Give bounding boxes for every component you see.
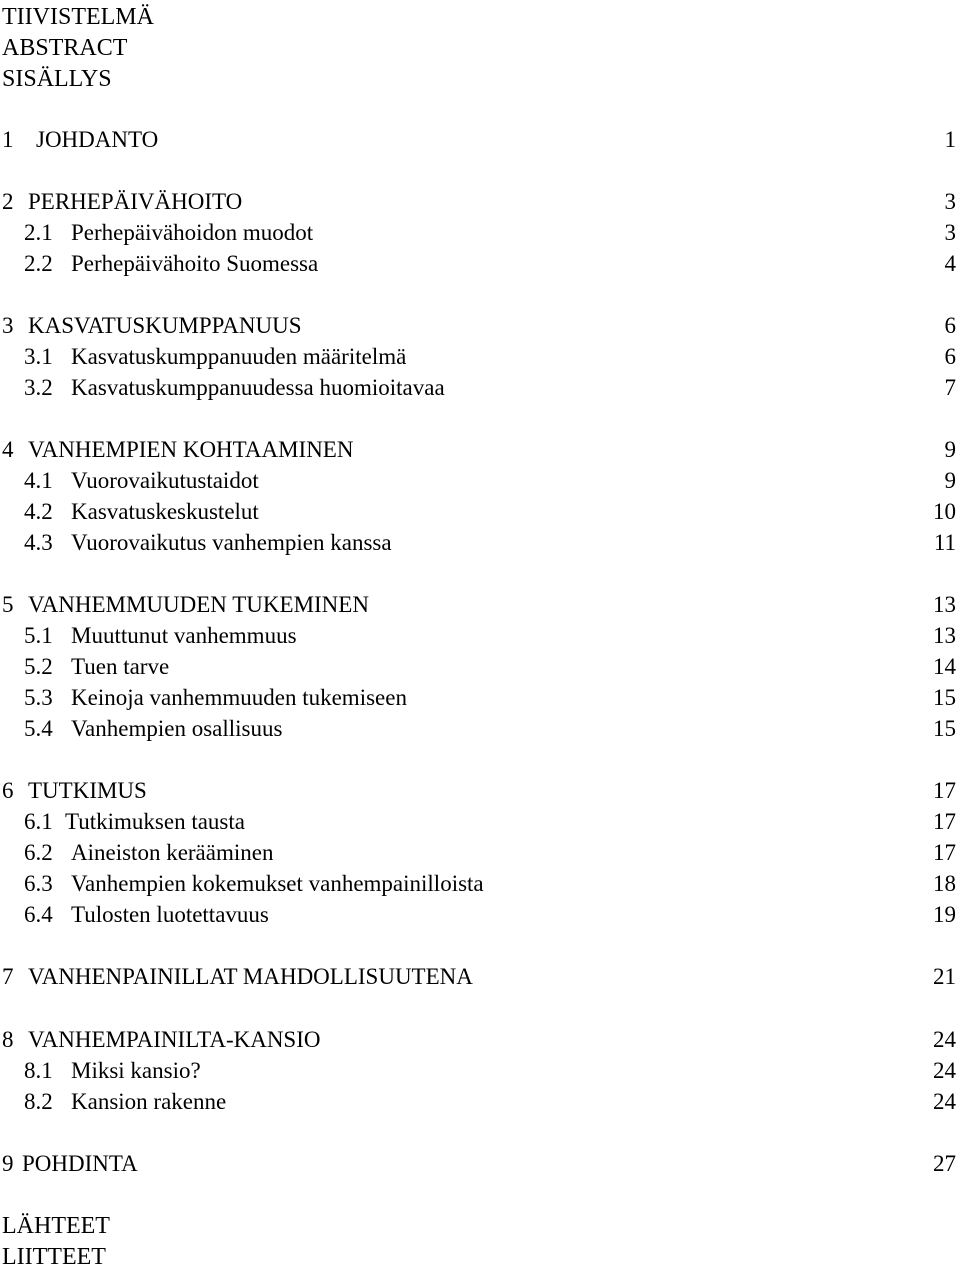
toc-entry-title: VANHEMPAINILTA-KANSIO [28, 1027, 321, 1052]
toc-entry [2, 373, 956, 403]
toc-entry-title: KASVATUSKUMPPANUUS [28, 313, 302, 338]
toc-entry-number: 6.1 [24, 809, 53, 834]
toc-entry-title: Tulosten luotettavuus [71, 902, 269, 927]
toc-entry-page: 13 [933, 592, 956, 617]
toc-entry-number: 4.3 [24, 530, 53, 555]
toc-entry-title: Muuttunut vanhemmuus [71, 623, 297, 648]
toc-entry-number: 6.3 [24, 871, 53, 896]
toc-entry-title: Vuorovaikutus vanhempien kanssa [71, 530, 392, 555]
toc-entry-number: 3.1 [24, 344, 53, 369]
toc-entry [2, 1056, 956, 1086]
toc-entry [2, 900, 956, 930]
toc-entry-page: 3 [944, 189, 956, 214]
toc-entry-page: 17 [933, 778, 956, 803]
toc-entry-page: 14 [933, 654, 956, 679]
toc-entry-number: 5.4 [24, 716, 53, 741]
toc-entry-title: TUTKIMUS [28, 778, 147, 803]
toc-entry-number: 1 [2, 127, 14, 152]
toc-entry [2, 125, 956, 155]
toc-heading-sisallys: SISÄLLYS [2, 66, 112, 92]
toc-entry-number: 2.2 [24, 251, 53, 276]
toc-entry-number: 8 [2, 1027, 14, 1052]
toc-entry-number: 7 [2, 964, 14, 989]
toc-entry-number: 6.4 [24, 902, 53, 927]
toc-entry-number: 4.1 [24, 468, 53, 493]
toc-entry-title: Tutkimuksen tausta [65, 809, 245, 834]
toc-entry-page: 15 [933, 716, 956, 741]
toc-entry [2, 1149, 956, 1179]
toc-entry-title: Kasvatuskumppanuuden määritelmä [71, 344, 407, 369]
toc-entry [2, 497, 956, 527]
toc-entry-page: 10 [933, 499, 956, 524]
toc-entry-title: Kansion rakenne [71, 1089, 227, 1114]
toc-entry [2, 652, 956, 682]
toc-entry-number: 6 [2, 778, 14, 803]
toc-entry [2, 311, 956, 341]
toc-entry-page: 18 [933, 871, 956, 896]
toc-entry-title: POHDINTA [22, 1151, 138, 1176]
toc-entry-number: 5.3 [24, 685, 53, 710]
toc-entry-title: JOHDANTO [36, 127, 159, 152]
toc-entry-title: Perhepäivähoidon muodot [71, 220, 314, 245]
toc-entry-page: 4 [944, 251, 956, 276]
toc-entry [2, 249, 956, 279]
toc-entry [2, 621, 956, 651]
toc-entry-page: 6 [944, 344, 956, 369]
toc-entry-page: 17 [933, 809, 956, 834]
toc-entry-number: 3 [2, 313, 14, 338]
toc-entry-title: Miksi kansio? [71, 1058, 201, 1083]
toc-entry-page: 1 [944, 127, 956, 152]
toc-entry [2, 590, 956, 620]
toc-entry-number: 3.2 [24, 375, 53, 400]
toc-entry [2, 838, 956, 868]
toc-entry-title: Keinoja vanhemmuuden tukemiseen [71, 685, 407, 710]
toc-entry-number: 9 [2, 1151, 14, 1176]
toc-entry [2, 435, 956, 465]
toc-entry-page: 19 [933, 902, 956, 927]
toc-entry-title: Perhepäivähoito Suomessa [71, 251, 319, 276]
toc-entry [2, 1025, 956, 1055]
toc-entry-page: 6 [944, 313, 956, 338]
toc-entry-page: 24 [933, 1027, 956, 1052]
toc-entry [2, 962, 956, 992]
toc-entry [2, 528, 956, 558]
toc-entry-page: 7 [944, 375, 956, 400]
toc-entry-number: 2.1 [24, 220, 53, 245]
toc-entry-title: VANHEMPIEN KOHTAAMINEN [28, 437, 354, 462]
toc-entry-title: Tuen tarve [71, 654, 170, 679]
toc-entry-title: PERHEPÄIVÄHOITO [28, 189, 243, 214]
toc-entry [2, 714, 956, 744]
toc-entry-page: 3 [944, 220, 956, 245]
toc-entry-title: Kasvatuskumppanuudessa huomioitavaa [71, 375, 445, 400]
toc-entry-page: 9 [944, 437, 956, 462]
toc-entry-page: 15 [933, 685, 956, 710]
toc-entry-number: 2 [2, 189, 14, 214]
toc-entry [2, 869, 956, 899]
toc-entry-title: VANHEMMUUDEN TUKEMINEN [28, 592, 369, 617]
toc-entry [2, 1087, 956, 1117]
toc-heading-liitteet: LIITTEET [2, 1244, 106, 1270]
toc-entry-title: Aineiston kerääminen [71, 840, 274, 865]
toc-entry-title: Kasvatuskeskustelut [71, 499, 259, 524]
toc-entry-title: Vuorovaikutustaidot [71, 468, 259, 493]
toc-entry-number: 5.1 [24, 623, 53, 648]
toc-entry-page: 11 [933, 530, 956, 555]
toc-entry-title: Vanhempien kokemukset vanhempainilloista [71, 871, 484, 896]
toc-entry-page: 24 [933, 1058, 956, 1083]
toc-entry [2, 807, 956, 837]
toc-entry [2, 218, 956, 248]
toc-entry-number: 4 [2, 437, 14, 462]
toc-entry-number: 4.2 [24, 499, 53, 524]
toc-entry [2, 466, 956, 496]
toc-entry-title: Vanhempien osallisuus [71, 716, 283, 741]
toc-entry-number: 5.2 [24, 654, 53, 679]
toc-entry [2, 683, 956, 713]
toc-heading-tiivistelma: TIIVISTELMÄ [2, 4, 154, 30]
toc-entry-title: VANHENPAINILLAT MAHDOLLISUUTENA [28, 964, 473, 989]
toc-entry [2, 342, 956, 372]
toc-entry-page: 24 [933, 1089, 956, 1114]
toc-entry-page: 17 [933, 840, 956, 865]
toc-heading-lahteet: LÄHTEET [2, 1213, 110, 1239]
toc-heading-abstract: ABSTRACT [2, 35, 128, 61]
toc-entry [2, 187, 956, 217]
toc-entry-number: 8.1 [24, 1058, 53, 1083]
toc-entry-page: 9 [944, 468, 956, 493]
toc-entry [2, 776, 956, 806]
toc-entry-page: 27 [933, 1151, 956, 1176]
toc-entry-number: 8.2 [24, 1089, 53, 1114]
toc-entry-number: 6.2 [24, 840, 53, 865]
toc-entry-number: 5 [2, 592, 14, 617]
toc-entry-page: 13 [933, 623, 956, 648]
toc-entry-page: 21 [933, 964, 956, 989]
